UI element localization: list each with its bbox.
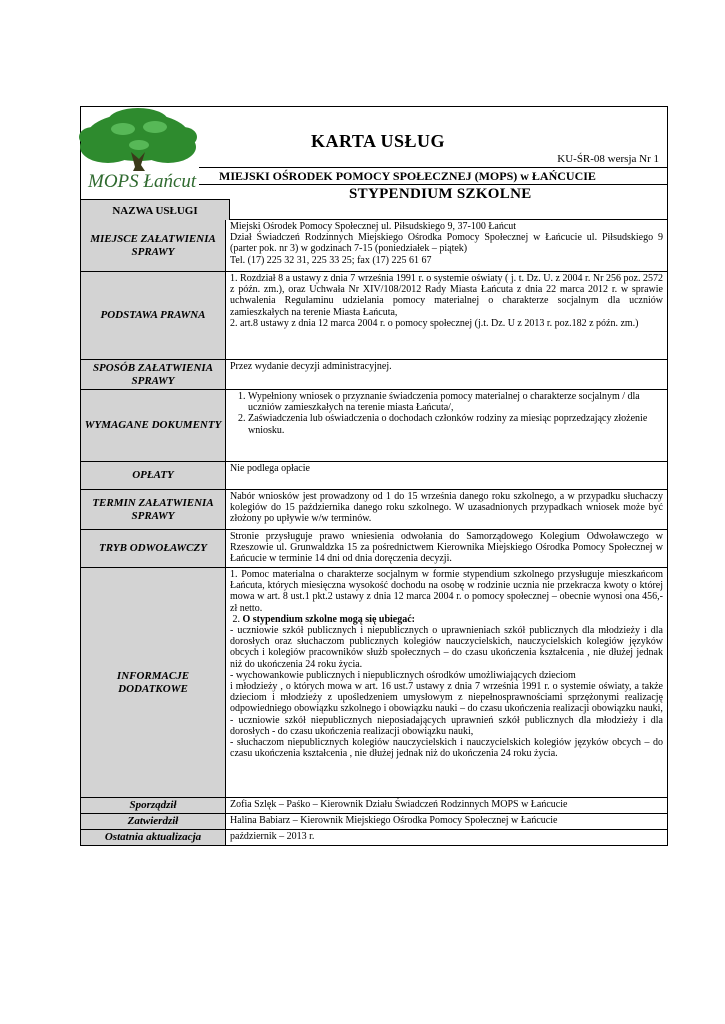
row-podstawa	[81, 272, 668, 360]
row-oplaty	[81, 462, 668, 490]
row-informacje	[81, 568, 668, 798]
row-termin	[81, 490, 668, 530]
label-podstawa: PODSTAWA PRAWNA	[81, 272, 226, 360]
row-wymagane	[81, 390, 668, 462]
value-podstawa	[226, 272, 668, 360]
label-zatwierdzil: Zatwierdził	[81, 814, 226, 830]
divider	[199, 184, 667, 185]
row-miejsce	[81, 220, 668, 272]
organization-name: MIEJSKI OŚRODEK POMOCY SPOŁECZNEJ (MOPS) w ŁAŃCUCIE	[219, 169, 596, 183]
info-bullet: - uczniowie szkół niepublicznych nieposiadających uprawnień szkół publicznych dla młodzieży i dla dorosłych - do czasu ukończenia realizacji obowiązku nauki,	[230, 714, 663, 737]
info-bullet: - wychowankowie publicznych i niepublicznych ośrodków umożliwiających dzieciom	[230, 669, 576, 681]
podstawa-line: 1. Rozdział 8 a ustawy z dnia 7 września 1991 r. o systemie oświaty ( j. t. Dz. U. z 2004 r. Nr 256 poz. 2572 z późn. zm.), oraz Uchwała Nr XIV/108/2012 Rady Miasta Łańcuta z dnia 22 marca 2012 r. w sprawie uchwalenia Regulaminu udzielania pomocy materialnej o charakterze socjalnym dla uczniów zamieszkałych na terenie Miasta Łańcuta,	[230, 273, 663, 318]
document-code: KU-ŚR-08 wersja Nr 1	[557, 153, 659, 165]
value-zatwierdzil: Halina Babiarz – Kierownik Miejskiego Ośrodka Pomocy Społecznej w Łańcucie	[226, 814, 668, 830]
info-heading	[230, 614, 663, 625]
service-name: STYPENDIUM SZKOLNE	[349, 186, 532, 202]
value-tryb: Stronie przysługuje prawo wniesienia odwołania do Samorządowego Kolegium Odwoławczego w Rzeszowie ul. Grunwaldzka 15 za pośrednictwem Kierownika Miejskiego Ośrodka Pomocy Społecznej w Łańcucie w terminie 14 dni od dnia doręczenia decyzji.	[226, 530, 668, 568]
miejsce-line: Miejski Ośrodek Pomocy Społecznej ul. Piłsudskiego 9, 37-100 Łańcut	[230, 221, 517, 232]
value-informacje	[226, 568, 668, 798]
value-wymagane	[226, 390, 668, 462]
service-card	[80, 106, 668, 846]
nazwa-uslugi-label: NAZWA USŁUGI	[81, 199, 230, 220]
label-informacje: INFORMACJE DODATKOWE	[81, 568, 226, 798]
row-aktualizacja	[81, 830, 668, 846]
row-tryb	[81, 530, 668, 568]
value-sposob: Przez wydanie decyzji administracyjnej.	[226, 360, 668, 390]
label-aktualizacja: Ostatnia aktualizacja	[81, 830, 226, 846]
value-miejsce	[226, 220, 668, 272]
service-table	[80, 219, 668, 846]
row-zatwierdzil	[81, 814, 668, 830]
label-miejsce: MIEJSCE ZAŁATWIENIA SPRAWY	[81, 220, 226, 272]
label-tryb: TRYB ODWOŁAWCZY	[81, 530, 226, 568]
value-aktualizacja: październik – 2013 r.	[226, 830, 668, 846]
list-item: 2. Zaświadczenia lub oświadczenia o dochodach członków rodziny za miesiąc poprzedzający złożenie wniosku.	[248, 413, 663, 435]
list-item: 1. Wypełniony wniosek o przyznanie świadczenia pomocy materialnej o charakterze socjalnym / dla uczniów zamieszkałych na terenie miasta Łańcuta/,	[248, 391, 663, 413]
podstawa-line: 2. art.8 ustawy z dnia 12 marca 2004 r. o pomocy społecznej (j.t. Dz. U z 2013 r. poz.182 z późn. zm.)	[230, 317, 639, 329]
info-bullet: - uczniowie szkół publicznych i niepublicznych o uprawnieniach szkół publicznych dla młodzieży i dla dorosłych oraz słuchaczom publicznych kolegiów nauczycielskich, nauczycielskich kolegiów języków obcych i kolegiów pracowników służb społecznych – do czasu ukończenia kształcenia , nie dłużej jednak niż do ukończenia 24 roku życia.	[230, 625, 663, 670]
label-oplaty: OPŁATY	[81, 462, 226, 490]
page-title: KARTA USŁUG	[311, 131, 446, 151]
documents-list	[230, 391, 663, 436]
label-sporzadzil: Sporządził	[81, 798, 226, 814]
label-termin: TERMIN ZAŁATWIENIA SPRAWY	[81, 490, 226, 530]
card-header	[80, 106, 668, 219]
info-heading-number: 2.	[232, 613, 240, 625]
row-sposob	[81, 360, 668, 390]
miejsce-line: Dział Świadczeń Rodzinnych Miejskiego Ośrodka Pomocy Społecznej w Łańcucie ul. Piłsudskiego 9 (parter pok. nr 3) w godzinach 7-15 (poniedziałek – piątek)	[230, 232, 663, 255]
info-paragraph: 1. Pomoc materialna o charakterze socjalnym w formie stypendium szkolnego przysługuje mieszkańcom Łańcuta, których miesięczna wysokość dochodu na osobę w rodzinie ucznia nie przekracza kwoty o której mowa w art. 8 ust.1 pkt.2 ustawy z dnia 12 marca 2004 r. o pomocy społecznej – obecnie wynosi ona 456,- zł netto.	[230, 569, 663, 614]
miejsce-line: Tel. (17) 225 32 31, 225 33 25; fax (17) 225 61 67	[230, 254, 432, 266]
value-sporzadzil: Zofia Szlęk – Paśko – Kierownik Działu Świadczeń Rodzinnych MOPS w Łańcucie	[226, 798, 668, 814]
row-sporzadzil	[81, 798, 668, 814]
divider	[199, 167, 667, 168]
logo-text: MOPS Łańcut	[88, 171, 197, 192]
info-heading-text: O stypendium szkolne mogą się ubiegać:	[242, 613, 416, 625]
label-wymagane: WYMAGANE DOKUMENTY	[81, 390, 226, 462]
info-bullet: - słuchaczom niepublicznych kolegiów nauczycielskich i nauczycielskich kolegiów języków obcych – do czasu ukończenia kształcenia , nie dłużej jednak niż do ukończenia 24 roku życia.	[230, 737, 663, 760]
info-bullet: i młodzieży , o których mowa w art. 16 ust.7 ustawy z dnia 7 września 1991 r. o systemie oświaty, a także dzieciom i młodzieży z upośledzeniem umysłowym z niepełnosprawnościami sprzężonymi realizację odpowiedniego obowiązku szkolnego i obowiązku nauki – do czasu ukończenia realizacji obowiązku nauki,	[230, 681, 663, 715]
value-termin: Nabór wniosków jest prowadzony od 1 do 15 września danego roku szkolnego, a w przypadku słuchaczy kolegiów do 15 października danego roku szkolnego. W uzasadnionych przypadkach wniosek może być złożony po upływie w/w terminów.	[226, 490, 668, 530]
value-oplaty: Nie podlega opłacie	[226, 462, 668, 490]
label-sposob: SPOSÓB ZAŁATWIENIA SPRAWY	[81, 360, 226, 390]
